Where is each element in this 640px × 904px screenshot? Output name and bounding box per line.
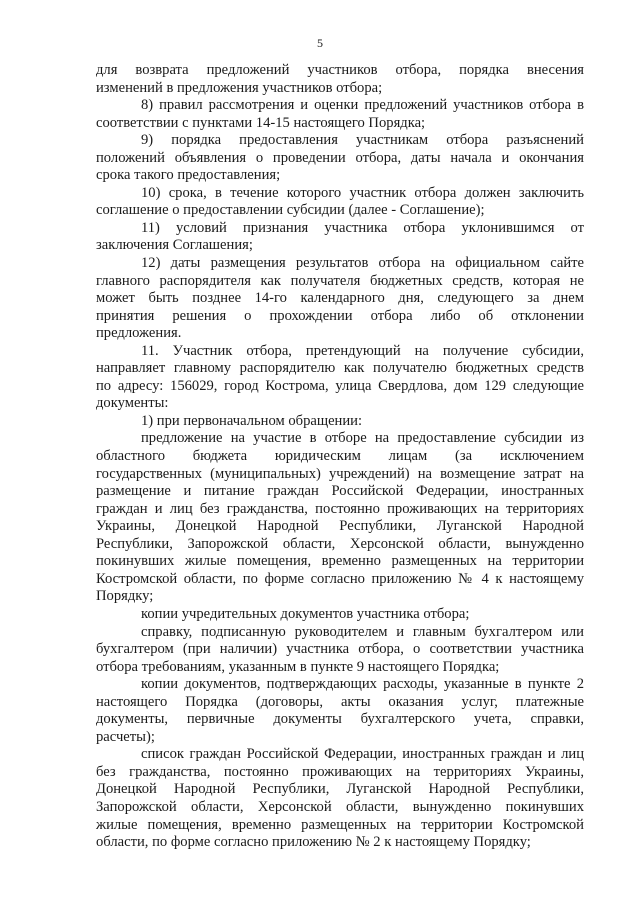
text-line: 8) правил рассмотрения и оценки предложений участников отбора в	[141, 97, 584, 114]
text-line: может быть позднее 14-го календарного дня, следующего за днем	[96, 290, 584, 307]
text-line: документы, первичные документы бухгалтерского учета, справки,	[96, 711, 584, 728]
text-line: справку, подписанную руководителем и главным бухгалтером или	[141, 623, 584, 640]
text-line: отбора требованиям, указанным в пункте 9 настоящего Порядка;	[96, 658, 500, 675]
text-line: покинувших жилые помещения, временно размещенных на территории	[96, 553, 584, 570]
text-line: для возврата предложений участников отбора, порядка внесения	[96, 62, 584, 78]
document-body	[96, 62, 584, 852]
text-line: расчеты);	[96, 728, 155, 745]
text-line: 11. Участник отбора, претендующий на получение субсидии,	[141, 342, 584, 359]
text-line: соглашение о предоставлении субсидии (далее - Соглашение);	[96, 202, 485, 219]
text-line: 9) порядка предоставления участникам отбора разъяснений	[141, 132, 584, 149]
text-line: настоящего Порядка (договоры, акты оказания услуг, платежные	[96, 693, 584, 710]
text-line: бухгалтером (при наличии) участника отбора, о соответствии участника	[96, 641, 584, 658]
text-line: Запорожской области, Херсонской области, вынужденно покинувших	[96, 798, 584, 815]
text-line: граждан и лиц без гражданства, постоянно проживающих на территориях	[96, 500, 584, 517]
text-line: 11) условий признания участника отбора уклонившимся от	[141, 219, 584, 236]
text-line: копии документов, подтверждающих расходы, указанные в пункте 2	[141, 676, 584, 693]
text-line: список граждан Российской Федерации, иностранных граждан и лиц	[141, 746, 584, 763]
text-line: Республики, Запорожской области, Херсонской области, вынужденно	[96, 535, 584, 552]
text-line: принятия решения о прохождении отбора либо об отклонении	[96, 307, 584, 324]
text-line: 12) даты размещения результатов отбора на официальном сайте	[141, 255, 584, 272]
text-line: предложение на участие в отборе на предоставление субсидии из	[141, 430, 584, 447]
text-line: без гражданства, постоянно проживающих на территориях Украины,	[96, 763, 584, 780]
text-line: положений объявления о проведении отбора, даты начала и окончания	[96, 149, 584, 166]
text-line: жилые помещения, временно размещенных на территории Костромской	[96, 816, 584, 833]
text-line: 10) срока, в течение которого участник отбора должен заключить	[141, 184, 584, 201]
text-line: Украины, Донецкой Народной Республики, Луганской Народной	[96, 518, 584, 535]
text-line: области, по форме согласно приложению № 2 к настоящему Порядку;	[96, 834, 531, 851]
text-line: срока такого предоставления;	[96, 167, 281, 184]
text-line: документы:	[96, 395, 169, 412]
text-line: изменений в предложения участников отбора;	[96, 79, 383, 96]
text-line: предложения.	[96, 325, 182, 342]
text-line: Донецкой Народной Республики, Луганской Народной Республики,	[96, 781, 584, 798]
text-line: Костромской области, по форме согласно приложению № 4 к настоящему	[96, 570, 584, 587]
text-line: по адресу: 156029, город Кострома, улица Свердлова, дом 129 следующие	[96, 377, 584, 394]
text-line: размещение и питание граждан Российской Федерации, иностранных	[96, 483, 584, 500]
text-line: 1) при первоначальном обращении:	[141, 412, 363, 429]
text-line: копии учредительных документов участника отбора;	[141, 605, 470, 622]
text-line: Порядку;	[96, 588, 154, 605]
text-line: главного распорядителя как получателя бюджетных средств, которая не	[96, 272, 584, 289]
page-number: 5	[317, 36, 323, 50]
text-line: соответствии с пунктами 14-15 настоящего Порядка;	[96, 114, 426, 131]
text-line: заключения Соглашения;	[96, 237, 253, 254]
text-line: областного бюджета юридическим лицам (за исключением	[96, 448, 584, 465]
text-line: направляет главному распорядителю как получателю бюджетных средств	[96, 360, 584, 377]
text-line: государственных (муниципальных) учреждений) на возмещение затрат на	[96, 465, 584, 482]
